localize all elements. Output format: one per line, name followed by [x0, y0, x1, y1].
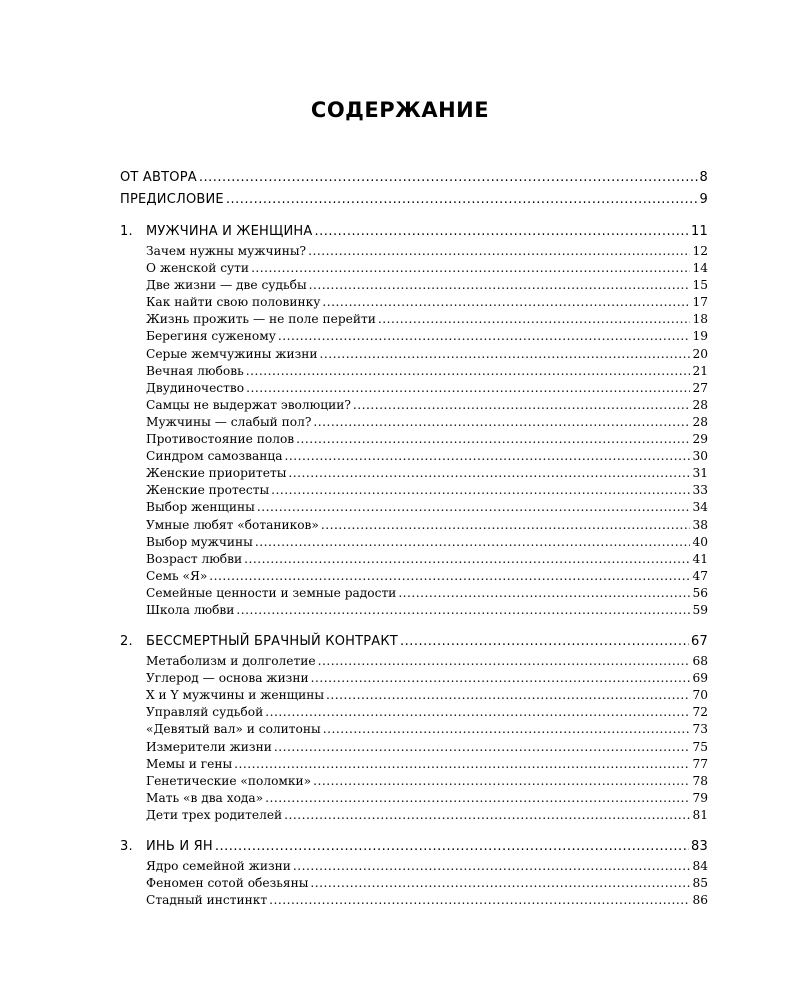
dot-leader	[269, 893, 690, 907]
entry-title: Ядро семейной жизни	[146, 859, 291, 873]
toc-item[interactable]	[120, 398, 708, 415]
dot-leader	[296, 432, 690, 446]
page-number: 33	[692, 483, 708, 498]
toc-item[interactable]	[120, 654, 708, 671]
dot-leader	[309, 278, 691, 292]
chapter-entry[interactable]	[120, 634, 708, 654]
page-number: 30	[692, 449, 708, 464]
dot-leader	[234, 757, 690, 771]
toc-item[interactable]	[120, 381, 708, 398]
entry-title: «Девятый вал» и солитоны	[146, 722, 321, 737]
entry-title: Стадный инстинкт	[146, 893, 268, 908]
page-number: 9	[699, 192, 708, 207]
page-number: 41	[692, 551, 708, 566]
page-number: 8	[699, 170, 708, 185]
page-number: 72	[692, 705, 708, 720]
page-number: 86	[692, 893, 708, 908]
dot-leader	[378, 312, 691, 326]
entry-title: Школа любви	[146, 602, 235, 617]
dot-leader	[257, 500, 691, 514]
entry-title: Выбор женщины	[146, 500, 255, 515]
page-number: 78	[692, 773, 708, 788]
chapter-number: 3.	[120, 839, 133, 854]
dot-leader	[246, 364, 691, 378]
entry-title: Противостояние полов	[146, 432, 295, 447]
entry-title: Измерители жизни	[146, 739, 272, 754]
entry-title: Двудиночество	[146, 380, 245, 395]
dot-leader	[323, 722, 691, 736]
dot-leader	[326, 688, 690, 702]
dot-leader	[314, 224, 689, 239]
page-number: 47	[692, 568, 708, 583]
page-number: 69	[692, 671, 708, 686]
dot-leader	[322, 295, 690, 309]
toc-entry[interactable]	[120, 192, 708, 212]
toc-item[interactable]	[120, 705, 708, 722]
toc-item[interactable]	[120, 518, 708, 535]
dot-leader	[274, 740, 691, 754]
entry-title: ПРЕДИСЛОВИЕ	[120, 192, 224, 207]
toc-item[interactable]	[120, 261, 708, 278]
page-number: 38	[692, 517, 708, 532]
dot-leader	[313, 774, 690, 788]
toc-item[interactable]	[120, 569, 708, 586]
page-number: 85	[692, 876, 708, 891]
dot-leader	[284, 449, 690, 463]
page-number: 21	[692, 363, 708, 378]
page-title: СОДЕРЖАНИЕ	[310, 98, 490, 122]
entry-title: Вечная любовь	[146, 363, 244, 378]
toc-item[interactable]	[120, 671, 708, 688]
page-number: 18	[692, 312, 708, 327]
dot-leader	[320, 347, 691, 361]
page-number: 34	[692, 500, 708, 515]
toc-item[interactable]	[120, 347, 708, 364]
toc-item[interactable]	[120, 586, 708, 603]
toc-item[interactable]	[120, 483, 708, 500]
page-number: 56	[692, 585, 708, 600]
page-number: 15	[692, 278, 708, 293]
toc-item[interactable]	[120, 415, 708, 432]
toc-item[interactable]	[120, 312, 708, 329]
toc-item[interactable]	[120, 791, 708, 808]
entry-title: Мемы и гены	[146, 756, 233, 771]
entry-title: О женской сути	[146, 261, 250, 276]
page-number: 59	[692, 602, 708, 617]
entry-title: Метаболизм и долголетие	[146, 654, 316, 669]
entry-title: ИНЬ И ЯН	[146, 839, 213, 854]
toc-item[interactable]	[120, 278, 708, 295]
dot-leader	[313, 415, 690, 429]
entry-title: МУЖЧИНА И ЖЕНЩИНА	[146, 224, 313, 239]
page-number: 75	[692, 739, 708, 754]
entry-title: Зачем нужны мужчины?	[146, 244, 307, 258]
page-number: 11	[691, 224, 708, 239]
chapter-number: 1.	[120, 224, 133, 239]
entry-title: ОТ АВТОРА	[120, 170, 197, 185]
page-number: 17	[692, 295, 708, 310]
toc-item[interactable]	[120, 500, 708, 517]
page-number: 12	[692, 244, 708, 258]
page-number: 70	[692, 688, 708, 703]
dot-leader	[321, 518, 691, 532]
page-number: 77	[692, 756, 708, 771]
entry-title: Семь «Я»	[146, 568, 208, 583]
entry-title: БЕССМЕРТНЫЙ БРАЧНЫЙ КОНТРАКТ	[146, 634, 398, 650]
dot-leader	[246, 381, 690, 395]
page-number: 81	[692, 807, 708, 822]
toc-item[interactable]	[120, 740, 708, 757]
entry-title: Женские протесты	[146, 483, 270, 498]
page-number: 28	[692, 414, 708, 429]
chapter-number: 2.	[120, 634, 133, 650]
page-number: 27	[692, 380, 708, 395]
page-number: 31	[692, 466, 708, 481]
entry-title: Возраст любви	[146, 551, 243, 566]
dot-leader	[251, 261, 690, 275]
toc-item[interactable]	[120, 876, 708, 893]
toc-item[interactable]	[120, 774, 708, 791]
toc-item[interactable]	[120, 893, 708, 910]
page-number: 19	[692, 329, 708, 344]
dot-leader	[310, 876, 690, 890]
toc-item[interactable]	[120, 552, 708, 569]
entry-title: X и Y мужчины и женщины	[146, 688, 325, 703]
dot-leader	[236, 603, 690, 617]
page-number: 28	[692, 397, 708, 412]
dot-leader	[278, 329, 691, 343]
entry-title: Выбор мужчины	[146, 534, 253, 549]
toc-item[interactable]	[120, 808, 708, 825]
dot-leader	[284, 808, 690, 822]
toc-item[interactable]	[120, 432, 708, 449]
entry-title: Мать «в два хода»	[146, 790, 264, 805]
toc-item[interactable]	[120, 364, 708, 381]
entry-title: Генетические «поломки»	[146, 773, 312, 788]
toc-item[interactable]	[120, 329, 708, 346]
toc-item[interactable]	[120, 603, 708, 620]
page-number: 40	[692, 534, 708, 549]
toc-item[interactable]	[120, 449, 708, 466]
dot-leader	[215, 839, 689, 854]
entry-title: Семейные ценности и земные радости	[146, 585, 397, 600]
entry-title: Управляй судьбой	[146, 705, 264, 720]
toc-item[interactable]	[120, 466, 708, 483]
entry-title: Мужчины — слабый пол?	[146, 414, 312, 429]
dot-leader	[288, 466, 690, 480]
dot-leader	[244, 552, 690, 566]
table-of-contents	[120, 170, 708, 910]
page-number: 29	[692, 432, 708, 447]
page-number: 20	[692, 346, 708, 361]
toc-item[interactable]	[120, 722, 708, 739]
entry-title: Серые жемчужины жизни	[146, 346, 318, 361]
page-number: 83	[691, 839, 708, 854]
entry-title: Как найти свою половинку	[146, 295, 321, 310]
page-number: 84	[692, 859, 708, 873]
dot-leader	[400, 634, 689, 649]
dot-leader	[311, 671, 691, 685]
toc-item[interactable]	[120, 688, 708, 705]
dot-leader	[255, 535, 691, 549]
entry-title: Самцы не выдержат эволюции?	[146, 397, 351, 412]
dot-leader	[209, 569, 690, 583]
toc-entry[interactable]	[120, 170, 708, 190]
entry-title: Углерод — основа жизни	[146, 671, 309, 686]
dot-leader	[199, 170, 698, 185]
dot-leader	[265, 791, 690, 805]
toc-item[interactable]	[120, 295, 708, 312]
page-number: 73	[692, 722, 708, 737]
page-number: 79	[692, 790, 708, 805]
entry-title: Женские приоритеты	[146, 466, 287, 481]
dot-leader	[318, 654, 691, 668]
dot-leader	[226, 192, 698, 207]
entry-title: Две жизни — две судьбы	[146, 278, 307, 293]
entry-title: Феномен сотой обезьяны	[146, 876, 309, 891]
dot-leader	[293, 859, 691, 873]
page-number: 14	[692, 261, 708, 276]
dot-leader	[308, 244, 690, 258]
entry-title: Синдром самозванца	[146, 449, 283, 464]
entry-title: Умные любят «ботаников»	[146, 517, 319, 532]
entry-title: Берегиня суженому	[146, 329, 276, 344]
toc-item[interactable]	[120, 859, 708, 876]
entry-title: Дети трех родителей	[146, 807, 283, 822]
page-number: 67	[691, 634, 708, 650]
entry-title: Жизнь прожить — не поле перейти	[146, 312, 376, 327]
chapter-entry[interactable]	[120, 839, 708, 859]
page-number: 68	[692, 654, 708, 669]
dot-leader	[265, 705, 690, 719]
chapter-entry[interactable]	[120, 224, 708, 244]
toc-item[interactable]	[120, 244, 708, 261]
dot-leader	[398, 586, 690, 600]
toc-item[interactable]	[120, 535, 708, 552]
dot-leader	[271, 483, 690, 497]
dot-leader	[353, 398, 691, 412]
toc-item[interactable]	[120, 757, 708, 774]
